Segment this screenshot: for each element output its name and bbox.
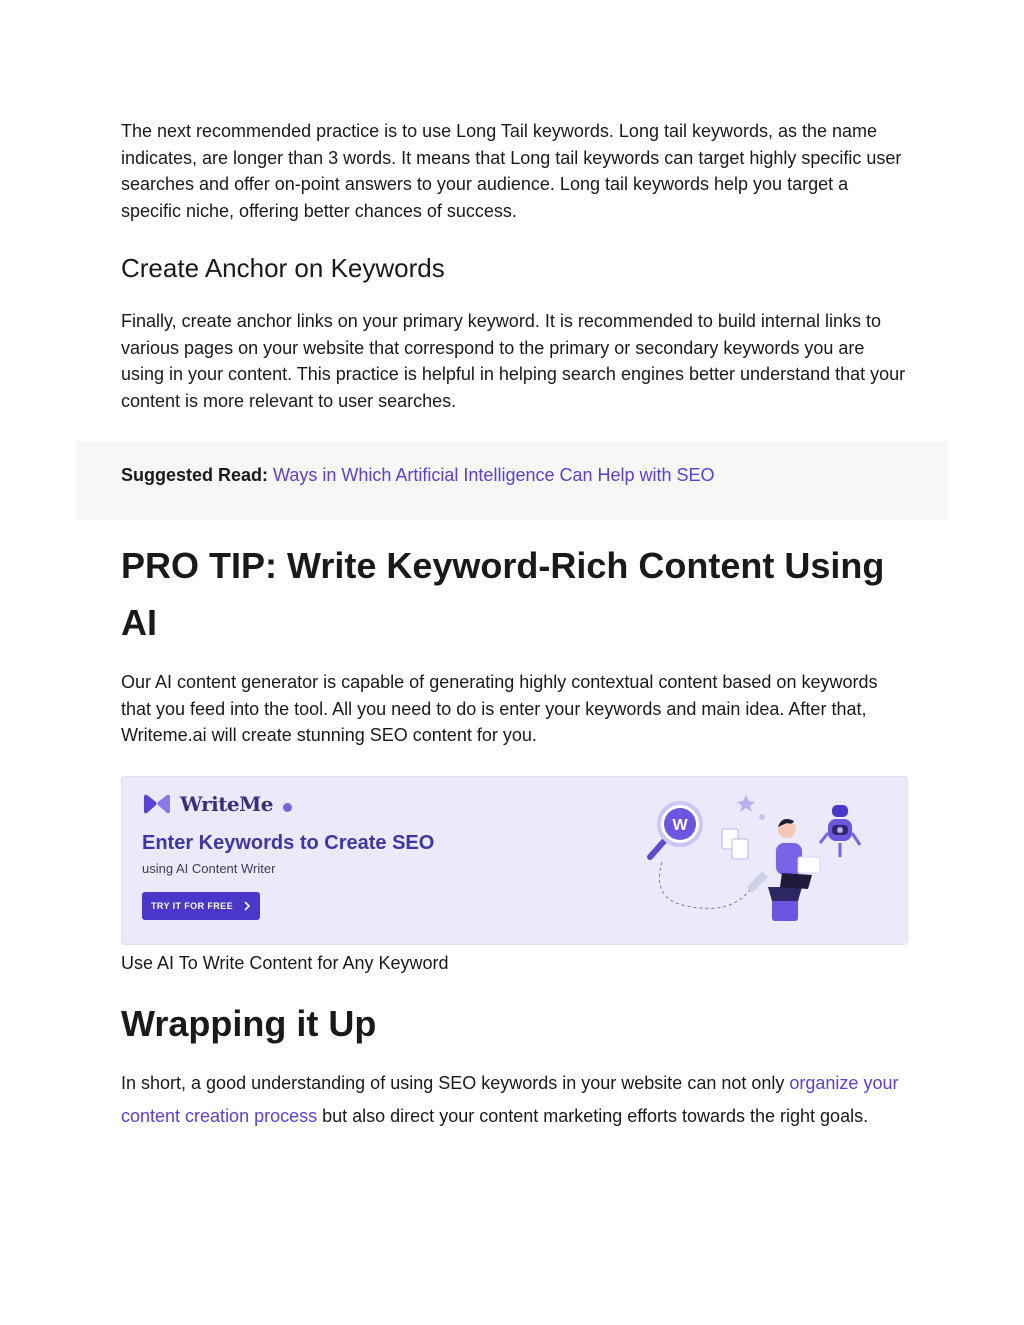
svg-text:W: W xyxy=(672,817,688,834)
suggested-read-link[interactable]: Ways in Which Artificial Intelligence Can Help with SEO xyxy=(273,465,715,485)
wrap-up-text-after: but also direct your content marketing efforts towards the right goals. xyxy=(317,1106,869,1126)
pro-tip-paragraph: Our AI content generator is capable of generating highly contextual content based on keywords that you feed into the tool. All you need to do is enter your keywords and main idea. After that, Writeme.ai will create stunning SEO content for you. xyxy=(121,672,878,746)
writeme-logo-icon xyxy=(142,794,172,814)
writeme-promo-banner[interactable] xyxy=(121,776,908,945)
pro-tip-heading: PRO TIP: Write Keyword-Rich Content Using AI xyxy=(121,545,885,643)
intro-paragraph: The next recommended practice is to use Long Tail keywords. Long tail keywords, as the name indicates, are longer than 3 words. It means that Long tail keywords can target highly specific user searches and offer on-point answers to your audience. Long tail keywords help you target a specific niche, offering better chances of success. xyxy=(121,121,902,221)
magnifier-w-badge-icon xyxy=(650,803,701,857)
try-it-free-label: TRY IT FOR FREE xyxy=(150,901,233,911)
suggested-read-line xyxy=(121,463,715,487)
person-with-laptop-icon xyxy=(768,819,820,921)
suggested-read-callout xyxy=(76,441,948,520)
anchor-section-paragraph: Finally, create anchor links on your primary keyword. It is recommended to build internal links to various pages on your website that correspond to the primary or secondary keywords you are using in your content. This practice is helpful in helping search engines better understand that your content is more relevant to user searches. xyxy=(121,311,906,411)
dashed-path xyxy=(660,862,753,908)
writeme-brand xyxy=(142,792,292,816)
sparkle-icon xyxy=(737,795,755,812)
brand-name: WriteMe xyxy=(180,792,274,816)
suggested-read-label: Suggested Read: xyxy=(121,465,269,485)
wrap-up-link[interactable]: organize your content creation process xyxy=(121,1073,899,1126)
dot-icon xyxy=(759,814,765,820)
chevron-right-icon xyxy=(243,901,251,911)
ai-writer-illustration xyxy=(622,777,907,944)
banner-headline: Enter Keywords to Create SEO xyxy=(142,832,435,854)
wrap-up-paragraph xyxy=(121,1067,911,1133)
banner-subline: using AI Content Writer xyxy=(142,861,276,876)
banner-caption: Use AI To Write Content for Any Keyword xyxy=(121,953,449,973)
try-it-free-button[interactable] xyxy=(142,892,260,920)
paper-icon xyxy=(732,839,748,859)
anchor-section-heading: Create Anchor on Keywords xyxy=(121,253,445,283)
wrap-up-heading: Wrapping it Up xyxy=(121,1003,377,1044)
rocket-icon xyxy=(747,871,768,893)
brand-dot-icon xyxy=(283,803,292,812)
wrap-up-text-before: In short, a good understanding of using SEO keywords in your website can not only xyxy=(121,1073,790,1093)
robot-icon xyxy=(820,805,860,857)
